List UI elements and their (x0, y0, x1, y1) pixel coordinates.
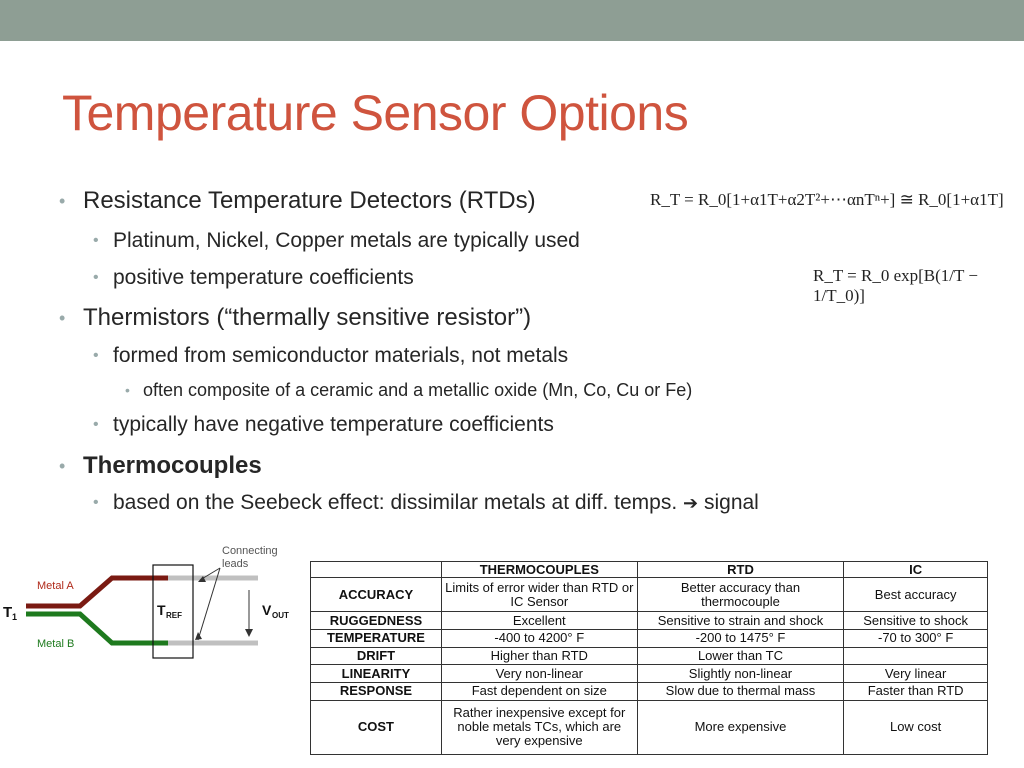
table-cell: More expensive (637, 700, 844, 754)
connecting-leads-label-1: Connecting (222, 545, 278, 557)
table-header-cell: RTD (637, 562, 844, 578)
table-cell: -200 to 1475° F (637, 630, 844, 648)
t1-label: T (3, 604, 13, 621)
table-row (311, 630, 988, 648)
connecting-leads-label-2: leads (222, 558, 249, 570)
bullet-text: Resistance Temperature Detectors (RTDs) (83, 187, 536, 214)
row-label: LINEARITY (311, 665, 442, 683)
bullet-text: formed from semiconductor materials, not metals (113, 344, 569, 367)
table-cell: Slow due to thermal mass (637, 683, 844, 701)
bullet-rtd (59, 187, 536, 215)
arrowhead-icon (195, 632, 202, 640)
slide-top-bar (0, 0, 1024, 41)
table-cell: Excellent (441, 612, 637, 630)
table-cell: Best accuracy (844, 578, 988, 612)
bullet-dot-icon: • (93, 416, 99, 433)
rtd-equation (650, 190, 1004, 210)
table-cell: -70 to 300° F (844, 630, 988, 648)
bullet-dot-icon: • (93, 232, 99, 249)
table-cell: Higher than RTD (441, 647, 637, 665)
table-header-cell: IC (844, 562, 988, 578)
table-cell: Sensitive to strain and shock (637, 612, 844, 630)
row-label: DRIFT (311, 647, 442, 665)
table-row (311, 612, 988, 630)
bullet-text: typically have negative temperature coefficients (113, 413, 554, 436)
slide-title: Temperature Sensor Options (62, 85, 689, 141)
table-row (311, 683, 988, 701)
table-header-row (311, 562, 988, 578)
arrow-right-icon: ➔ (683, 493, 699, 513)
bullet-seebeck (93, 491, 759, 515)
equation-text: R_T = R_0 exp[B(1/T − 1/T_0)] (813, 266, 978, 305)
table-row (311, 700, 988, 754)
bullet-dot-icon: • (93, 494, 99, 511)
table-cell: Very non-linear (441, 665, 637, 683)
bullet-text: signal (703, 491, 759, 514)
equation-text: R_T = R_0[1+α1T+α2T²+⋯αnTⁿ+] ≅ R_0[1+α1T] (650, 190, 1004, 209)
bullet-rtd-coeff (93, 266, 414, 290)
bullet-thermocouples (59, 452, 262, 480)
table-header-cell (311, 562, 442, 578)
table-row (311, 578, 988, 612)
bullet-rtd-metals (93, 229, 580, 253)
bullet-dot-icon: • (93, 347, 99, 364)
bullet-dot-icon: • (125, 382, 130, 398)
table-cell: Low cost (844, 700, 988, 754)
bullet-text: Thermistors (“thermally sensitive resistor”) (83, 304, 532, 331)
bullet-thermistors (59, 304, 532, 332)
table-cell: Better accuracy than thermocouple (637, 578, 844, 612)
vout-subscript: OUT (272, 611, 289, 620)
table-row (311, 665, 988, 683)
bullet-dot-icon: • (59, 308, 66, 328)
bullet-dot-icon: • (59, 456, 66, 476)
bullet-text: Thermocouples (83, 452, 262, 479)
tref-subscript: REF (166, 611, 182, 620)
bullet-dot-icon: • (93, 269, 99, 286)
bullet-text: based on the Seebeck effect: dissimilar metals at diff. temps. (113, 491, 678, 514)
row-label: RUGGEDNESS (311, 612, 442, 630)
bullet-dot-icon: • (59, 191, 66, 211)
thermocouple-diagram (0, 540, 305, 680)
row-label: RESPONSE (311, 683, 442, 701)
table-cell: Faster than RTD (844, 683, 988, 701)
bullet-text: positive temperature coefficients (113, 266, 414, 289)
sensor-comparison-table (310, 561, 988, 755)
vout-label: V (262, 602, 272, 618)
row-label: COST (311, 700, 442, 754)
table-cell: Fast dependent on size (441, 683, 637, 701)
thermistor-equation (813, 266, 1024, 306)
bullet-thermistors-negative (93, 413, 554, 437)
t1-subscript: 1 (12, 612, 18, 622)
table-cell (844, 647, 988, 665)
table-cell: -400 to 4200° F (441, 630, 637, 648)
metal-a-label: Metal A (37, 580, 74, 592)
tref-label: T (157, 602, 166, 618)
bullet-thermistors-composite (125, 380, 693, 401)
table-cell: Very linear (844, 665, 988, 683)
table-row (311, 647, 988, 665)
table-cell: Lower than TC (637, 647, 844, 665)
table-cell: Rather inexpensive except for noble metals TCs, which are very expensive (441, 700, 637, 754)
table-header-cell: THERMOCOUPLES (441, 562, 637, 578)
table-cell: Slightly non-linear (637, 665, 844, 683)
table-cell: Limits of error wider than RTD or IC Sensor (441, 578, 637, 612)
metal-b-label: Metal B (37, 638, 75, 650)
bullet-thermistors-semi (93, 344, 569, 368)
arrowhead-icon (245, 629, 253, 637)
bullet-text: Platinum, Nickel, Copper metals are typically used (113, 229, 580, 252)
bullet-text: often composite of a ceramic and a metallic oxide (Mn, Co, Cu or Fe) (143, 380, 693, 400)
row-label: ACCURACY (311, 578, 442, 612)
table-cell: Sensitive to shock (844, 612, 988, 630)
row-label: TEMPERATURE (311, 630, 442, 648)
